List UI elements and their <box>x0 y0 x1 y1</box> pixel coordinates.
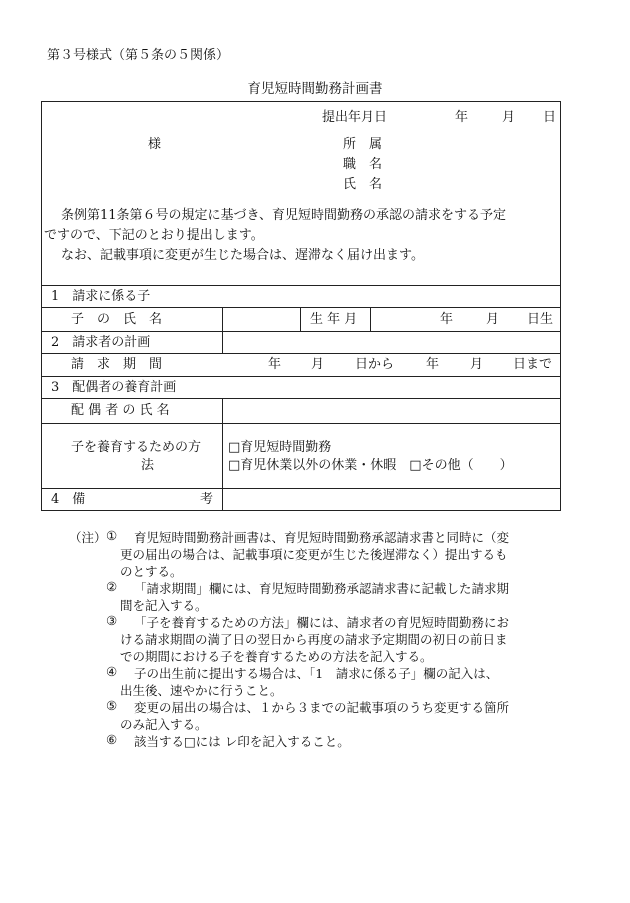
rule-3 <box>41 353 561 354</box>
body-line-1: 条例第11条第６号の規定に基づき、育児短時間勤務の承認の請求をする予定 <box>61 208 507 223</box>
vrule-period <box>222 331 223 353</box>
birth-date-label: 生 年 月 <box>310 312 358 327</box>
note-5-mark: ⑤ <box>106 698 118 713</box>
rule-5 <box>41 398 561 399</box>
addressee-suffix: 様 <box>148 137 162 152</box>
birth-day: 日生 <box>527 312 554 327</box>
vrule-spouse <box>222 398 223 488</box>
from-month: 月 <box>311 357 325 372</box>
rule-4 <box>41 376 561 377</box>
note-1-line-3: のとする。 <box>120 564 183 579</box>
note-1-mark: ① <box>106 528 118 543</box>
to-year: 年 <box>426 357 440 372</box>
child-name-label: 子 の 氏 名 <box>71 312 163 327</box>
section-4-heading: 4 備 <box>51 492 86 507</box>
method-label-line-2: 法 <box>141 458 155 473</box>
rule-6 <box>41 423 561 424</box>
vrule-birth-left <box>300 307 301 331</box>
from-day: 日から <box>355 357 395 372</box>
note-6-mark: ⑥ <box>106 732 118 747</box>
note-4-line-2: 出生後、速やかに行うこと。 <box>120 683 283 698</box>
submit-date-label: 提出年月日 <box>322 110 388 125</box>
spouse-name-label: 配 偶 者 の 氏 名 <box>71 403 170 418</box>
note-6-line-1: 該当する□には レ印を記入すること。 <box>134 734 350 749</box>
section-3-heading: 3 配偶者の養育計画 <box>51 380 177 395</box>
to-day: 日まで <box>513 357 553 372</box>
rule-header-bottom <box>41 285 561 286</box>
submit-month: 月 <box>502 110 516 125</box>
department-label: 所 属 <box>343 137 383 152</box>
note-2-line-1: 「請求期間」欄には、育児短時間勤務承認請求書に記載した請求期 <box>134 581 510 596</box>
note-3-line-2: ける請求期間の満了日の翌日から再度の請求予定期間の初日の前日ま <box>120 632 508 647</box>
method-label-line-1: 子を養育するための方 <box>71 440 202 455</box>
option-short-time-work: □育児短時間勤務 <box>228 440 332 455</box>
note-5-line-1: 変更の届出の場合は、１から３までの記載事項のうち変更する箇所 <box>134 700 510 715</box>
body-line-3: なお、記載事項に変更が生じた場合は、遅滞なく届け出ます。 <box>61 248 424 263</box>
vrule-birth-right <box>370 307 371 331</box>
submit-day: 日 <box>543 110 557 125</box>
name-label: 氏 名 <box>343 177 383 192</box>
vrule-remarks <box>222 488 223 511</box>
note-5-line-2: のみ記入する。 <box>120 717 208 732</box>
note-4-line-1: 子の出生前に提出する場合は、「1 請求に係る子」欄の記入は、 <box>134 666 499 681</box>
birth-month: 月 <box>486 312 500 327</box>
note-4-mark: ④ <box>106 664 118 679</box>
note-3-line-3: での期間における子を養育するための方法を記入する。 <box>120 649 433 664</box>
birth-year: 年 <box>440 312 454 327</box>
document-title: 育児短時間勤務計画書 <box>247 81 383 97</box>
submit-year: 年 <box>455 110 469 125</box>
remarks-label-end: 考 <box>200 492 214 507</box>
position-label: 職 名 <box>343 157 383 172</box>
option-leave-or-other: □育児休業以外の休業・休暇 □その他（ ） <box>228 458 513 473</box>
section-2-heading: 2 請求者の計画 <box>51 335 151 350</box>
note-1-line-1: 育児短時間勤務計画書は、育児短時間勤務承認請求書と同時に（変 <box>134 530 510 545</box>
to-month: 月 <box>470 357 484 372</box>
rule-2 <box>41 331 561 332</box>
from-year: 年 <box>268 357 282 372</box>
rule-1 <box>41 307 561 308</box>
note-3-mark: ③ <box>106 613 118 628</box>
note-2-mark: ② <box>106 579 118 594</box>
period-label: 請 求 期 間 <box>71 357 163 372</box>
note-3-line-1: 「子を養育するための方法」欄には、請求者の育児短時間勤務にお <box>134 615 510 630</box>
notes-label: （注） <box>69 530 107 545</box>
note-1-line-2: 更の届出の場合は、記載事項に変更が生じた後遅滞なく）提出するも <box>120 547 508 562</box>
section-1-heading: 1 請求に係る子 <box>51 289 151 304</box>
vrule-child-name <box>222 307 223 331</box>
body-line-2: ですので、下記のとおり提出します。 <box>44 228 264 243</box>
note-2-line-2: 間を記入する。 <box>120 598 208 613</box>
rule-7 <box>41 488 561 489</box>
form-number-label: 第３号様式（第５条の５関係） <box>47 48 230 63</box>
